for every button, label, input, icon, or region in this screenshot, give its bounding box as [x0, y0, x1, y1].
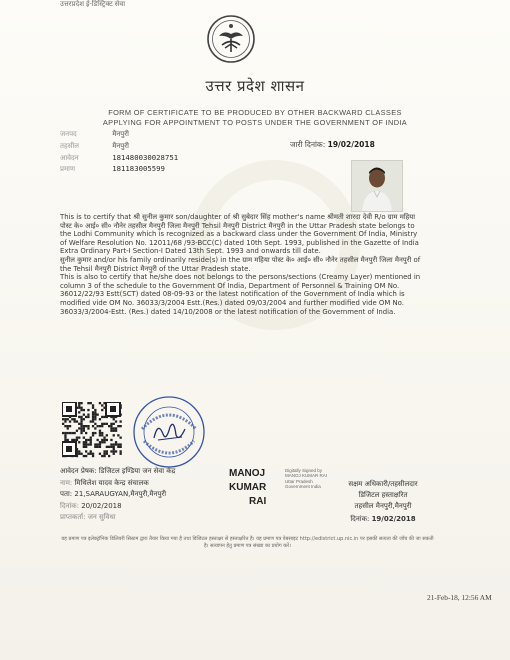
- district-row: [60, 130, 129, 139]
- certificate-title-line1: FORM OF CERTIFICATE TO BE PRODUCED BY OTHER BACKWARD CLASSES: [108, 108, 402, 117]
- certificate-number-row: [60, 164, 165, 174]
- application-number-label: आवेदन: [60, 154, 79, 162]
- sender-address: पता: 21,SARAUGYAN,मैनपुरी,मैनपुरी: [60, 490, 167, 498]
- district-value: मैनपुरी: [112, 130, 129, 138]
- sender-date-value: 20/02/2018: [81, 501, 122, 510]
- sender-date-label: दिनांक:: [60, 501, 79, 510]
- body-paragraph-2: सुनील कुमार and/or his family ordinarily reside(s) in the ग्राम महिया पोस्ट के० आई० सी० नौनेर तहसील मैनपुरी जिला मैनपुरी of the Tehsil मैनपुरी District मैनपुरी of the Uttar Pradesh state.: [60, 255, 421, 273]
- tehsil-label: तहसील: [60, 142, 79, 150]
- body-paragraph-1: This is to certify that श्री सुनील कुमार son/daughter of श्री सुबेदार सिंह mother's name श्रीमती शारदा देवी R/o ग्राम महिया पोस्ट के० आई० सी० नौनेर तहसील मैनपुरी जिला मैनपुरी Tehsil मैनपुरी District मैनपुरी in the Uttar Pradesh state belongs to the Lodhi Community which is recognized as a backward class under the Government Of India, Ministry of Welfare Resolution No. 12011/68 /93-BCC(C) dated 10th Sept. 1993, published in the Gazette of India Extra Ordinary Part-I Section-I Dated 13th Sept. 1993 and onwards till date.: [60, 213, 419, 256]
- applicant-photo: [351, 160, 403, 212]
- sender-name-value: मिथिलेश यादव केन्द्र संचालक: [74, 478, 149, 487]
- district-label: जनपद: [60, 130, 77, 138]
- officer-block: [328, 479, 438, 525]
- signer-first-name: MANOJ: [229, 468, 266, 479]
- sender-line: आवेदन प्रेषक: डिजिटल इण्डिया जन सेवा केंद्र: [60, 467, 176, 475]
- officer-subtitle: डिजिटल हस्ताक्षरित: [358, 491, 408, 499]
- uttar-pradesh-emblem-icon: [206, 14, 256, 64]
- tehsil-row: [60, 142, 129, 151]
- signer-middle-name: KUMAR: [229, 482, 267, 493]
- recipient-line: प्राप्तकर्ता: जन सुविधा: [60, 513, 116, 521]
- certificate-body: [60, 213, 422, 316]
- certificate-number-value: 181183005599: [112, 164, 165, 173]
- officer-place: तहसील मैनपुरी,मैनपुरी: [354, 502, 412, 510]
- issue-date-label: जारी दिनांक:: [290, 140, 326, 149]
- officer-date-value: 19/02/2018: [371, 515, 416, 523]
- certificate-number-label: प्रमाण: [60, 165, 76, 173]
- application-number-value: 181480030028751: [112, 153, 179, 162]
- sender-name-label: नाम:: [60, 478, 73, 487]
- hindi-title: उत्तर प्रदेश शासन: [205, 77, 305, 95]
- footer-note: यह प्रमाण पत्र इलेक्ट्रॉनिक डिलिवरी सिस्टम द्वारा तैयार किया गया है तथा डिजिटल हस्ताक्षर से हस्ताक्षरित है। यह प्रमाण पत्र वेबसाइट http://edistrict.up.nic.in पर इसकी सत्यता की जाँच की जा सकती है। सत्यापन हेतु प्रमाण पत्र संख्या का प्रयोग करें।: [61, 536, 434, 549]
- tehsil-value: मैनपुरी: [112, 142, 129, 150]
- official-stamp-icon: [130, 393, 208, 471]
- top-note: उत्तरप्रदेश ई-डिस्ट्रिक्ट सेवा: [60, 1, 126, 8]
- officer-date-label: दिनांक:: [350, 515, 370, 523]
- digital-signature-detail: Digitally Signed by MANOJ KUMAR RAI Uttar Pradesh Government India: [285, 468, 328, 490]
- qr-code: [62, 402, 122, 458]
- body-paragraph-3: This is also to certify that he/she does not belongs to the persons/sections (Creamy Layer) mentioned in column 3 of the schedule to the Government Of India, Department of Personnel & Training OM No. 36012/22/93 Estt(SCT) dated 08-09-93 or the latest notification of the Government of India which is modified vide OM No. 36033/3/2004 Estt.(Res.) dated 09/03/2004 and further modified vide OM No. 36033/3/2004-Estt. (Res.) dated 14/10/2008 or the latest notification of the Government of India.: [60, 273, 421, 316]
- digital-signature-name: [229, 467, 266, 509]
- person-photo-icon: [352, 161, 402, 211]
- issue-date-value: 19/02/2018: [327, 140, 375, 149]
- application-number-row: [60, 153, 178, 163]
- certificate-title-line2: APPLYING FOR APPOINTMENT TO POSTS UNDER THE GOVERNMENT OF INDIA: [102, 118, 408, 127]
- issue-date: [290, 140, 375, 150]
- sender-block: [60, 466, 175, 524]
- scan-timestamp: 21-Feb-18, 12:56 AM: [427, 593, 492, 602]
- officer-title: सक्षम अधिकारी/तहसीलदार: [348, 480, 418, 488]
- signer-last-name: RAI: [249, 496, 267, 507]
